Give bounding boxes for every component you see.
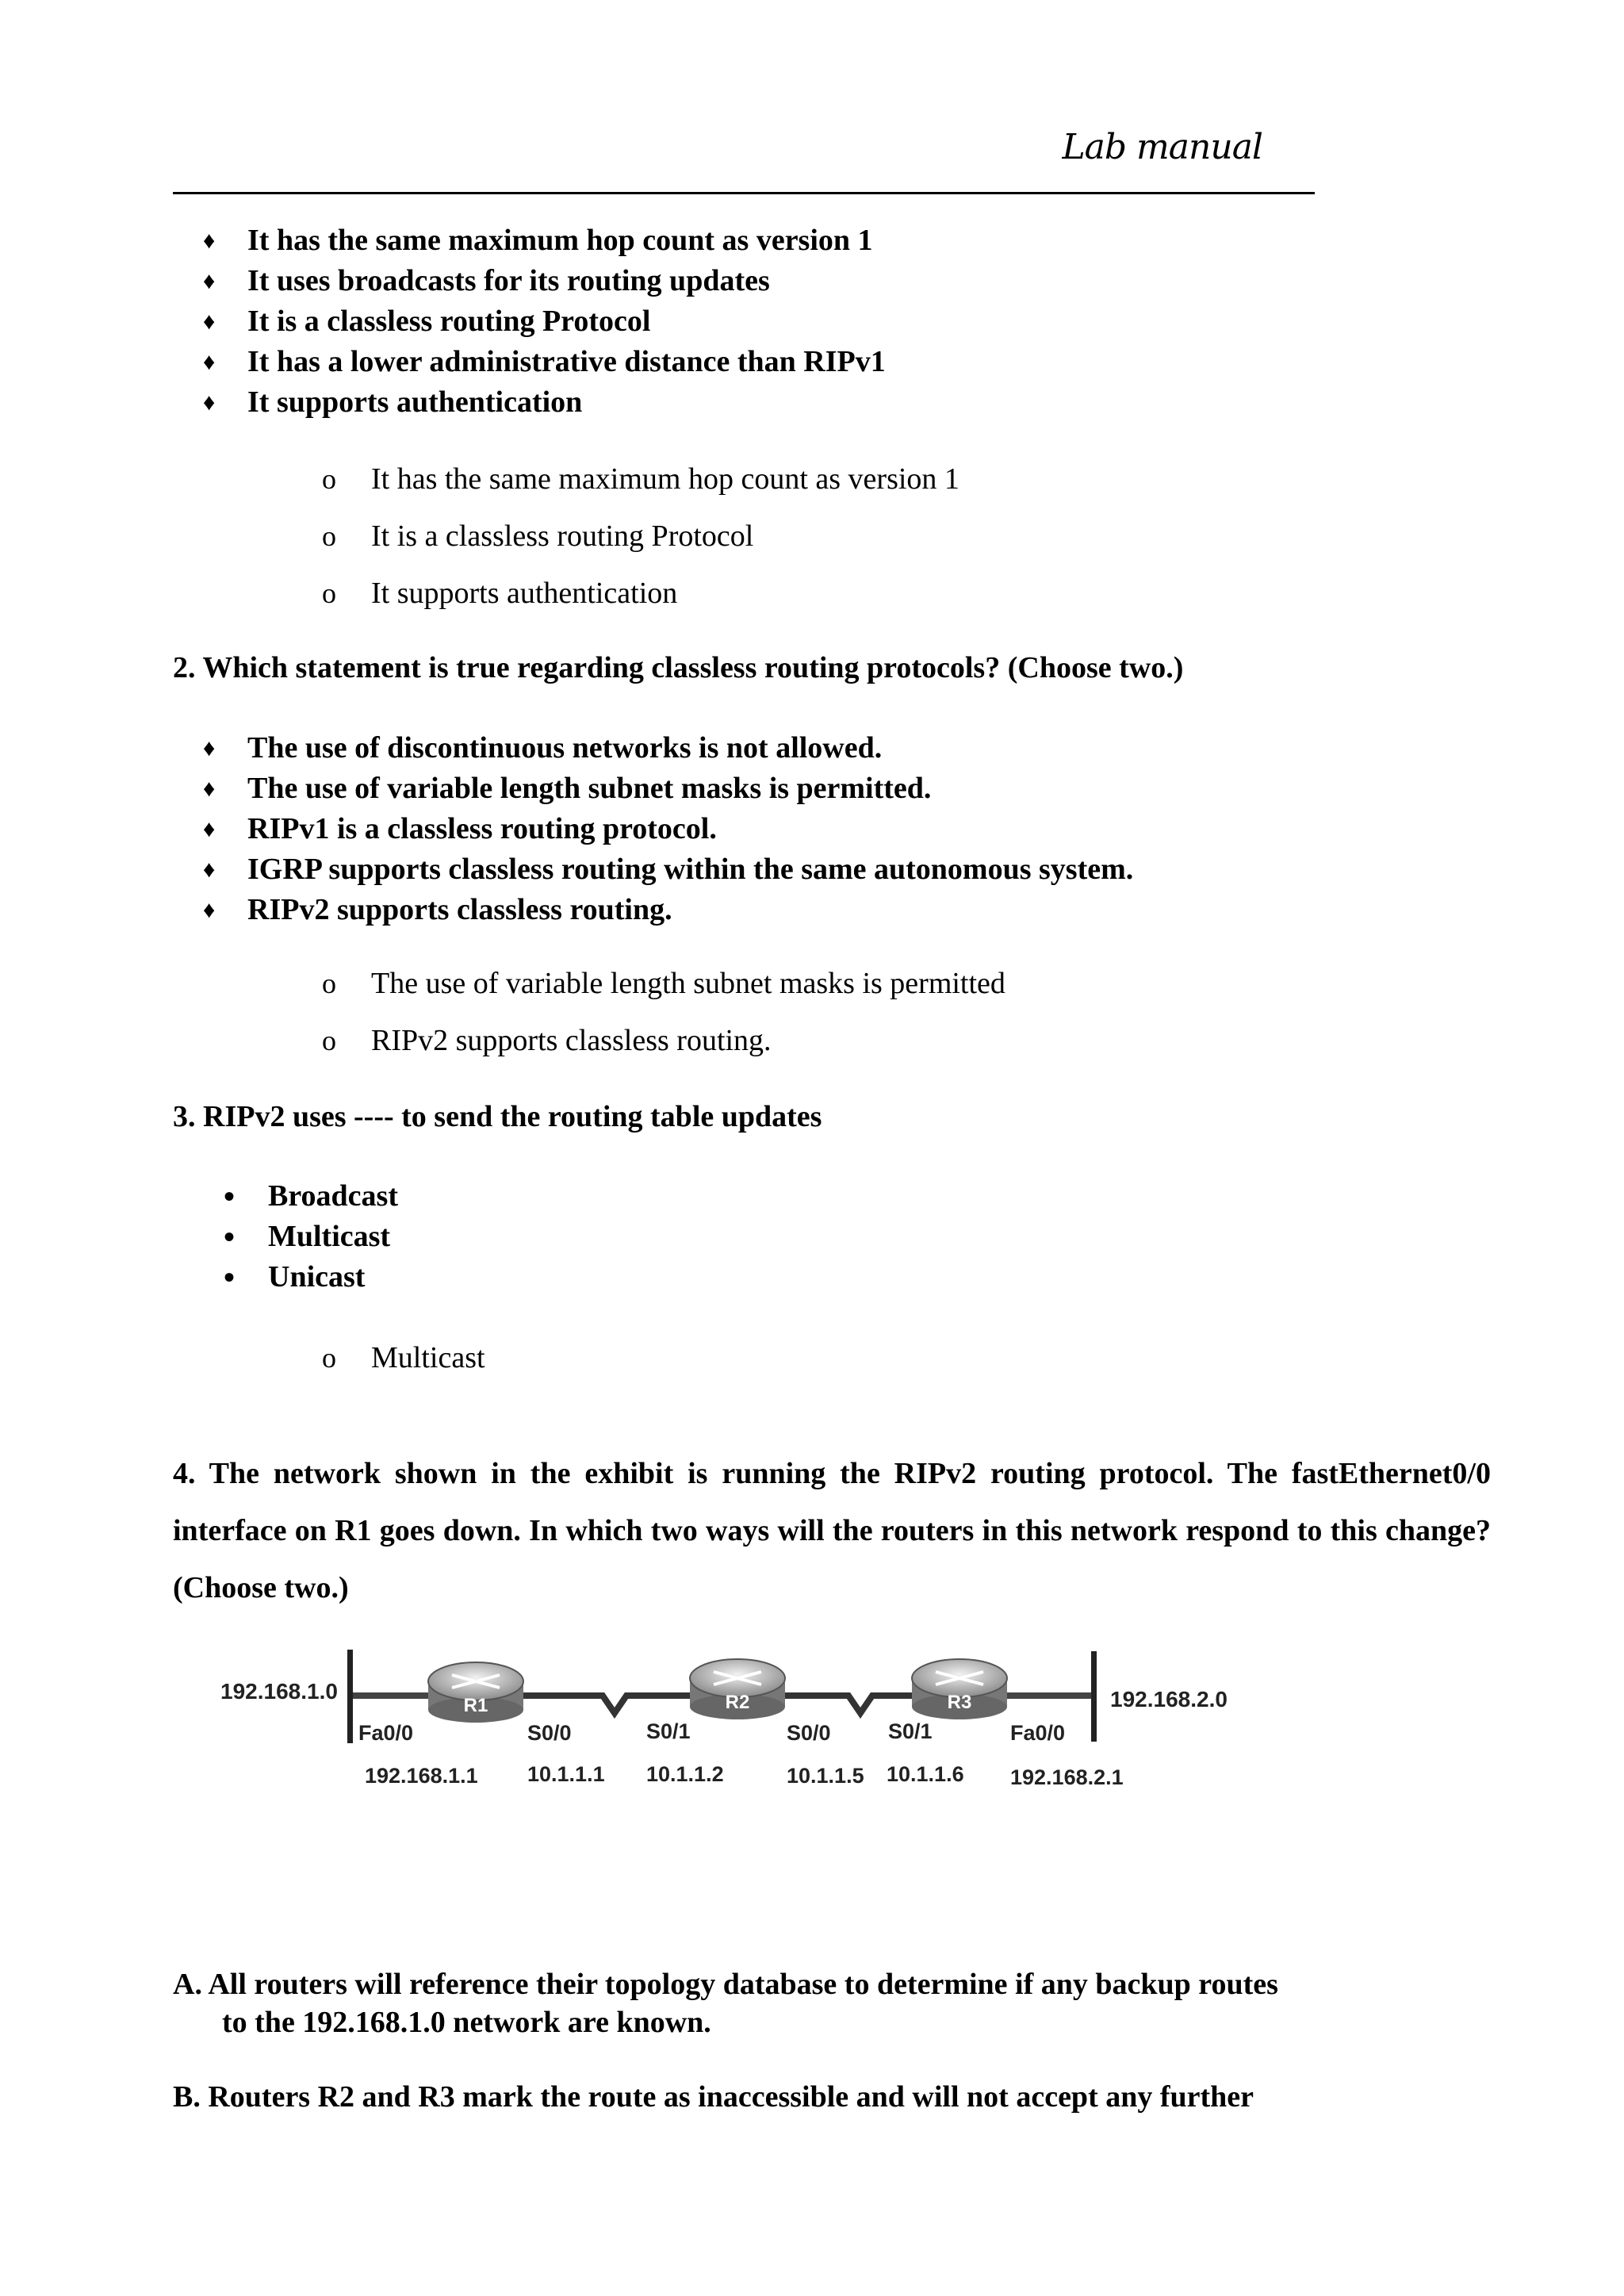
interface-label: S0/1 [646, 1719, 691, 1743]
header-title: Lab manual [1062, 127, 1262, 167]
router-label: R2 [725, 1692, 750, 1713]
diamond-bullet-icon: ♦ [203, 309, 216, 335]
q1-options [203, 220, 886, 423]
serial-link-r1-r2 [523, 1696, 690, 1713]
router-label: R3 [947, 1692, 972, 1713]
address-label: 10.1.1.2 [646, 1762, 724, 1786]
q2-option: ♦ RIPv2 supports classless routing. [203, 890, 1133, 930]
address-label: 10.1.1.6 [887, 1762, 964, 1786]
q3-option: • Multicast [224, 1217, 398, 1257]
q2-option: ♦ The use of variable length subnet masks is permitted. [203, 769, 1133, 809]
diamond-bullet-icon: ♦ [203, 389, 216, 416]
diamond-bullet-icon: ♦ [203, 349, 216, 375]
q1-option: ♦ It supports authentication [203, 382, 886, 423]
circle-bullet-icon: o [322, 1025, 336, 1056]
interface-label: Fa0/0 [1010, 1721, 1066, 1745]
dot-bullet-icon: • [224, 1259, 236, 1295]
interface-label: Fa0/0 [358, 1721, 414, 1745]
interface-label: S0/0 [527, 1721, 572, 1745]
circle-bullet-icon: o [322, 1342, 336, 1374]
address-label: 10.1.1.5 [787, 1764, 864, 1788]
diamond-bullet-icon: ♦ [203, 776, 216, 802]
q4-answer-a-line2: to the 192.168.1.0 network are known. [222, 2006, 711, 2039]
q1-answer: o It supports authentication [322, 565, 959, 622]
right-segment-bar [1091, 1651, 1097, 1742]
q2-question: 2. Which statement is true regarding classless routing protocols? (Choose two.) [173, 651, 1184, 684]
q2-answer: o The use of variable length subnet masks is permitted [322, 955, 1005, 1012]
q2-answers [322, 955, 1005, 1069]
q1-answer: o It has the same maximum hop count as version 1 [322, 450, 959, 508]
q2-option: ♦ IGRP supports classless routing within the same autonomous system. [203, 849, 1133, 890]
q2-answer: o RIPv2 supports classless routing. [322, 1012, 1005, 1069]
diamond-bullet-icon: ♦ [203, 268, 216, 294]
address-label: 192.168.1.1 [365, 1764, 478, 1788]
dot-bullet-icon: • [224, 1179, 236, 1214]
address-label: 192.168.2.1 [1010, 1765, 1124, 1789]
q2-option: ♦ RIPv1 is a classless routing protocol. [203, 809, 1133, 849]
q1-option: ♦ It is a classless routing Protocol [203, 301, 886, 342]
q3-answer: o Multicast [322, 1329, 485, 1386]
q2-options [203, 728, 1133, 930]
q3-answers [322, 1329, 485, 1386]
q4-answer-b: B. Routers R2 and R3 mark the route as inaccessible and will not accept any further [173, 2080, 1254, 2114]
q1-option: ♦ It uses broadcasts for its routing updates [203, 261, 886, 301]
q4-question: 4. The network shown in the exhibit is running the RIPv2 routing protocol. The fastEthernet0/0 interface on R1 goes down. In which two ways will the routers in this network respond to this change? (Choose two.) [173, 1457, 1491, 1604]
diamond-bullet-icon: ♦ [203, 735, 216, 761]
circle-bullet-icon: o [322, 968, 336, 999]
q1-answers [322, 450, 959, 622]
circle-bullet-icon: o [322, 520, 336, 552]
interface-label: S0/0 [787, 1721, 831, 1745]
q3-options [224, 1176, 398, 1297]
router-label: R1 [463, 1695, 488, 1716]
q1-option: ♦ It has a lower administrative distance than RIPv1 [203, 342, 886, 382]
circle-bullet-icon: o [322, 463, 336, 495]
header-rule [173, 192, 1315, 194]
diamond-bullet-icon: ♦ [203, 816, 216, 842]
q1-option: ♦ It has the same maximum hop count as version 1 [203, 220, 886, 261]
circle-bullet-icon: o [322, 577, 336, 609]
network-label: 192.168.2.0 [1110, 1687, 1228, 1711]
q3-option: • Broadcast [224, 1176, 398, 1217]
q4-answer-a [173, 1965, 1278, 2041]
q3-question: 3. RIPv2 uses ---- to send the routing table updates [173, 1100, 822, 1133]
address-label: 10.1.1.1 [527, 1762, 605, 1786]
interface-label: S0/1 [888, 1719, 933, 1743]
network-label: 192.168.1.0 [220, 1679, 338, 1704]
dot-bullet-icon: • [224, 1219, 236, 1255]
diamond-bullet-icon: ♦ [203, 897, 216, 923]
network-diagram [214, 1634, 1245, 1816]
serial-link-r2-r3 [785, 1696, 912, 1713]
diamond-bullet-icon: ♦ [203, 857, 216, 883]
q4-answer-a-line1: A. All routers will reference their topology database to determine if any backup routes [173, 1968, 1278, 2001]
left-segment-bar [347, 1650, 353, 1743]
q2-option: ♦ The use of discontinuous networks is not allowed. [203, 728, 1133, 769]
q3-option: • Unicast [224, 1257, 398, 1297]
diamond-bullet-icon: ♦ [203, 228, 216, 254]
q1-answer: o It is a classless routing Protocol [322, 508, 959, 565]
